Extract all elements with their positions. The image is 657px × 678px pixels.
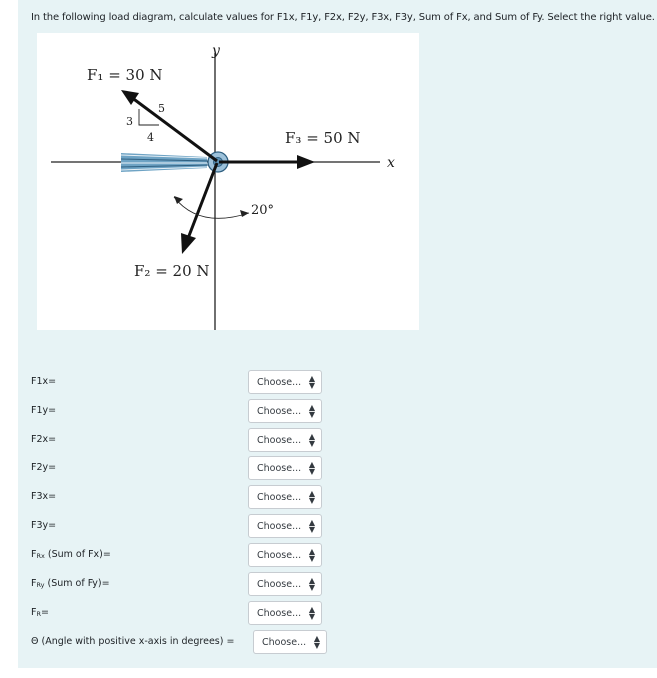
row-f1y bbox=[18, 399, 657, 425]
slope-5: 5 bbox=[158, 102, 165, 115]
row-f3x bbox=[18, 485, 657, 511]
f2x-select[interactable] bbox=[248, 428, 322, 452]
select-arrows-icon: ▲ ▼ bbox=[308, 547, 315, 563]
f2-arrow bbox=[187, 163, 217, 241]
select-arrows-icon: ▲ ▼ bbox=[308, 374, 315, 390]
select-value: Choose... bbox=[257, 579, 302, 590]
f2x-label: F2x= bbox=[31, 434, 57, 445]
angle-arc bbox=[174, 197, 249, 218]
fr-select[interactable] bbox=[248, 601, 322, 625]
theta-select[interactable] bbox=[253, 630, 327, 654]
select-value: Choose... bbox=[257, 521, 302, 532]
select-value: Choose... bbox=[257, 406, 302, 417]
frx-label: $F_{Rx}$ (Sum of Fx)= bbox=[31, 549, 111, 560]
y-axis-label: y bbox=[212, 43, 220, 59]
question-panel bbox=[18, 0, 657, 668]
question-text: In the following load diagram, calculate values for F1x, F1y, F2x, F2y, F3x, F3y, Sum of Fx, and Sum of Fy. Select the right value. bbox=[31, 12, 655, 23]
slope-4: 4 bbox=[147, 131, 154, 144]
f1y-label: F1y= bbox=[31, 405, 57, 416]
f2-label: F₂ = 20 N bbox=[134, 262, 210, 280]
select-arrows-icon: ▲ ▼ bbox=[313, 634, 320, 650]
select-value: Choose... bbox=[257, 492, 302, 503]
slope-3: 3 bbox=[126, 115, 133, 128]
theta-label: Θ (Angle with positive x-axis in degrees) = bbox=[31, 636, 235, 647]
select-arrows-icon: ▲ ▼ bbox=[308, 605, 315, 621]
x-axis-label: x bbox=[387, 155, 395, 171]
select-arrows-icon: ▲ ▼ bbox=[308, 489, 315, 505]
frx-select[interactable] bbox=[248, 543, 322, 567]
f1x-select[interactable] bbox=[248, 370, 322, 394]
select-value: Choose... bbox=[257, 550, 302, 561]
f3x-select[interactable] bbox=[248, 485, 322, 509]
row-fr bbox=[18, 601, 657, 627]
select-value: Choose... bbox=[257, 463, 302, 474]
load-diagram bbox=[37, 33, 419, 330]
rope bbox=[121, 153, 209, 172]
fry-select[interactable] bbox=[248, 572, 322, 596]
select-value: Choose... bbox=[257, 435, 302, 446]
select-arrows-icon: ▲ ▼ bbox=[308, 460, 315, 476]
fr-label: $F_R=$ bbox=[31, 607, 49, 618]
f3y-label: F3y= bbox=[31, 520, 57, 531]
f3x-label: F3x= bbox=[31, 491, 57, 502]
select-value: Choose... bbox=[262, 637, 307, 648]
f2y-label: F2y= bbox=[31, 462, 57, 473]
row-f2x bbox=[18, 428, 657, 454]
f3y-select[interactable] bbox=[248, 514, 322, 538]
angle-label: 20° bbox=[251, 203, 275, 218]
row-f2y bbox=[18, 456, 657, 482]
select-arrows-icon: ▲ ▼ bbox=[308, 518, 315, 534]
select-arrows-icon: ▲ ▼ bbox=[308, 432, 315, 448]
select-arrows-icon: ▲ ▼ bbox=[308, 403, 315, 419]
f1x-label: F1x= bbox=[31, 376, 57, 387]
select-value: Choose... bbox=[257, 608, 302, 619]
f1-arrow bbox=[131, 97, 217, 161]
row-fry bbox=[18, 572, 657, 598]
f1y-select[interactable] bbox=[248, 399, 322, 423]
row-f3y bbox=[18, 514, 657, 540]
row-theta bbox=[18, 630, 657, 656]
f2y-select[interactable] bbox=[248, 456, 322, 480]
f1-label: F₁ = 30 N bbox=[87, 66, 163, 84]
fry-label: $F_{Ry}$ (Sum of Fy)= bbox=[31, 578, 110, 589]
row-frx bbox=[18, 543, 657, 569]
row-f1x bbox=[18, 370, 657, 396]
select-value: Choose... bbox=[257, 377, 302, 388]
select-arrows-icon: ▲ ▼ bbox=[308, 576, 315, 592]
f3-label: F₃ = 50 N bbox=[285, 129, 361, 147]
